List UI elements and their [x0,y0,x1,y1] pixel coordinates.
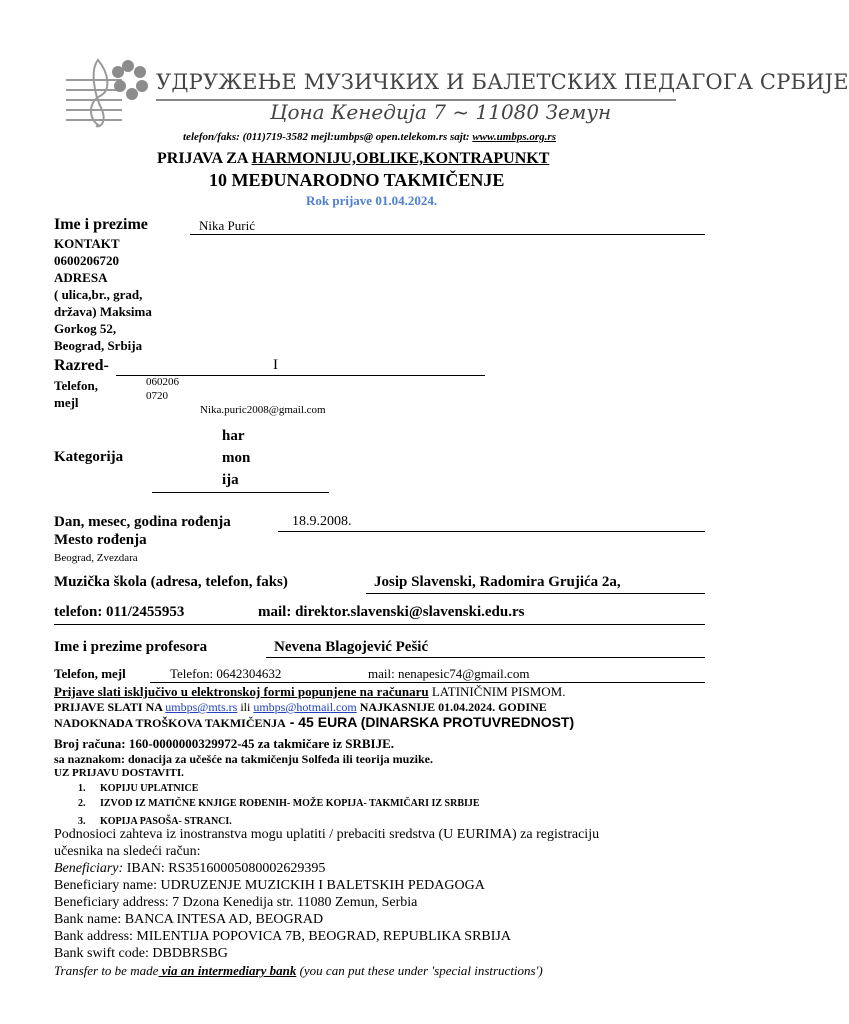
category-label: Kategorija [54,449,124,465]
school-phone: telefon: 011/2455953 [54,604,185,620]
contact-block [54,235,184,354]
transfer-instructions: (you can put these under 'special instructions') [296,963,543,978]
transfer-intermediary: via an intermediary bank [158,963,297,978]
org-contact [183,131,556,143]
prof-mail: mail: nenapesic74@gmail.com [368,666,530,681]
org-logo [62,50,154,130]
instructions-line-1 [54,684,565,700]
transfer-text: Transfer to be made [54,963,159,978]
category-line: ija [222,472,239,488]
phone-label-1: Telefon, [54,378,98,393]
list-item: 1. KOPIJU UPLATNICE [78,783,199,794]
org-address: Цона Кенедија 7 ~ 11080 Земун [270,100,612,124]
title-subject: HARMONIJU,OBLIKE,KONTRAPUNKT [251,150,550,167]
professor-label: Ime i prezime profesora [54,639,208,655]
payment-note: sa naznakom: donacija za učešće na takmičenju Solfeđa ili teorija muzike. [54,752,433,766]
prof-phone: Telefon: 0642304632 [170,666,282,681]
phone-value-1: 060206 [146,376,179,388]
bank-info [54,826,599,979]
bank-name: Bank name: BANCA INTESA AD, BEOGRAD [54,912,324,927]
email-link-mts[interactable]: umbps@mts.rs [165,700,238,714]
deadline-text: NAJKASNIJE 01.04.2024. GODINE [356,700,547,714]
iban-value: IBAN: RS35160005080002629395 [123,861,326,876]
school-label: Muzička škola (adresa, telefon, faks) [54,574,288,590]
list-item: 3. KOPIJA PASOŠA- STRANCI. [78,816,232,827]
fee-amount: - 45 EURA (DINARSKA PROTUVREDNOST) [285,714,575,730]
bank-intro-1: Podnosioci zahteva iz inostranstva mogu uplatiti / prebaciti sredstva (U EURIMA) za registraciju [54,827,600,842]
swift-code: Bank swift code: DBDBRSBG [54,946,228,961]
email-value: Nika.puric2008@gmail.com [200,404,326,416]
contact-line: država) Maksima [54,304,152,319]
transfer-note [54,962,599,979]
professor-value: Nevena Blagojević Pešić [274,639,429,655]
contact-line: ADRESA [54,270,108,285]
bank-intro-2: učesnika na sledeći račun: [54,844,201,859]
school-underline [366,593,705,594]
beneficiary-name: Beneficiary name: UDRUZENJE MUZICKIH I BALETSKIH PEDAGOGA [54,878,485,893]
category-line: har [222,428,245,444]
name-label: Ime i prezime [54,216,148,233]
name-value: Nika Purić [199,218,255,233]
attach-heading: UZ PRIJAVU DOSTAVITI. [54,767,184,779]
bank-address: Bank address: MILENTIJA POPOVICA 7B, BEOGRAD, REPUBLIKA SRBIJA [54,929,511,944]
iban-line [54,860,599,877]
org-name: УДРУЖЕЊЕ МУЗИЧКИХ И БАЛЕТСКИХ ПЕДАГОГА СРБИЈЕ [156,70,849,94]
title-prefix: PRIJAVA ZA [157,150,252,167]
birthplace-label: Mesto rođenja [54,532,147,548]
phone-value-2: 0720 [146,390,168,402]
org-contact-text: telefon/faks: (011)719-3582 mejl:umbps@ open.telekom.rs sajt: [183,131,473,143]
fee-line [54,714,574,732]
attach-list [78,781,480,829]
school-mail-underline [54,624,705,625]
beneficiary-address: Beneficiary address: 7 Dzona Kenedija str. 11080 Zemun, Serbia [54,895,418,910]
prof-contact-label: Telefon, mejl [54,666,126,681]
grade-value: I [273,357,278,373]
instructions-text-script: LATINIČNIM PISMOM. [428,684,566,699]
school-mail: mail: direktor.slavenski@slavenski.edu.rs [258,604,525,620]
fee-label: NADOKNADA TROŠKOVA TAKMIČENJA [54,716,286,730]
category-line: mon [222,450,251,466]
email-link-hotmail[interactable]: umbps@hotmail.com [253,700,357,714]
instructions-text: Prijave slati isključivo u elektronskoj formi popunjene na računaru [54,684,429,699]
professor-underline [266,657,705,658]
phone-label-2: mejl [54,395,79,410]
form-title [157,150,549,168]
contact-line: Beograd, Srbija [54,338,143,353]
competition-title: 10 MEĐUNARODNO TAKMIČENJE [209,170,505,190]
birthplace-value: Beograd, Zvezdara [54,552,138,564]
grade-label: Razred- [54,357,109,374]
contact-line: Gorkog 52, [54,321,117,336]
account-number: Broj računa: 160-0000000329972-45 za takmičare iz SRBIJE. [54,736,395,751]
contact-line: ( ulica,br., grad, [54,287,143,302]
name-underline [190,234,705,235]
send-to-text: PRIJAVE SLATI NA [54,700,166,714]
contact-line: 0600206720 [54,253,119,268]
prof-contact-underline [150,682,705,683]
deadline: Rok prijave 01.04.2024. [306,193,438,208]
category-value [222,425,250,491]
school-value: Josip Slavenski, Radomira Grujića 2a, [374,574,621,590]
list-item: 2. IZVOD IZ MATIČNE KNJIGE ROĐENIH- MOŽE KOPIJA- TAKMIČARI IZ SRBIJE [78,798,480,809]
iban-label: Beneficiary: [54,861,124,876]
category-underline [152,492,329,493]
website-link[interactable]: www.umbps.org.rs [472,131,556,143]
dob-underline [278,531,705,532]
or-text: ili [237,700,254,714]
dob-label: Dan, mesec, godina rođenja [54,514,231,530]
instructions-line-2 [54,700,547,715]
dob-value: 18.9.2008. [292,514,352,529]
contact-line: KONTAKT [54,236,120,251]
